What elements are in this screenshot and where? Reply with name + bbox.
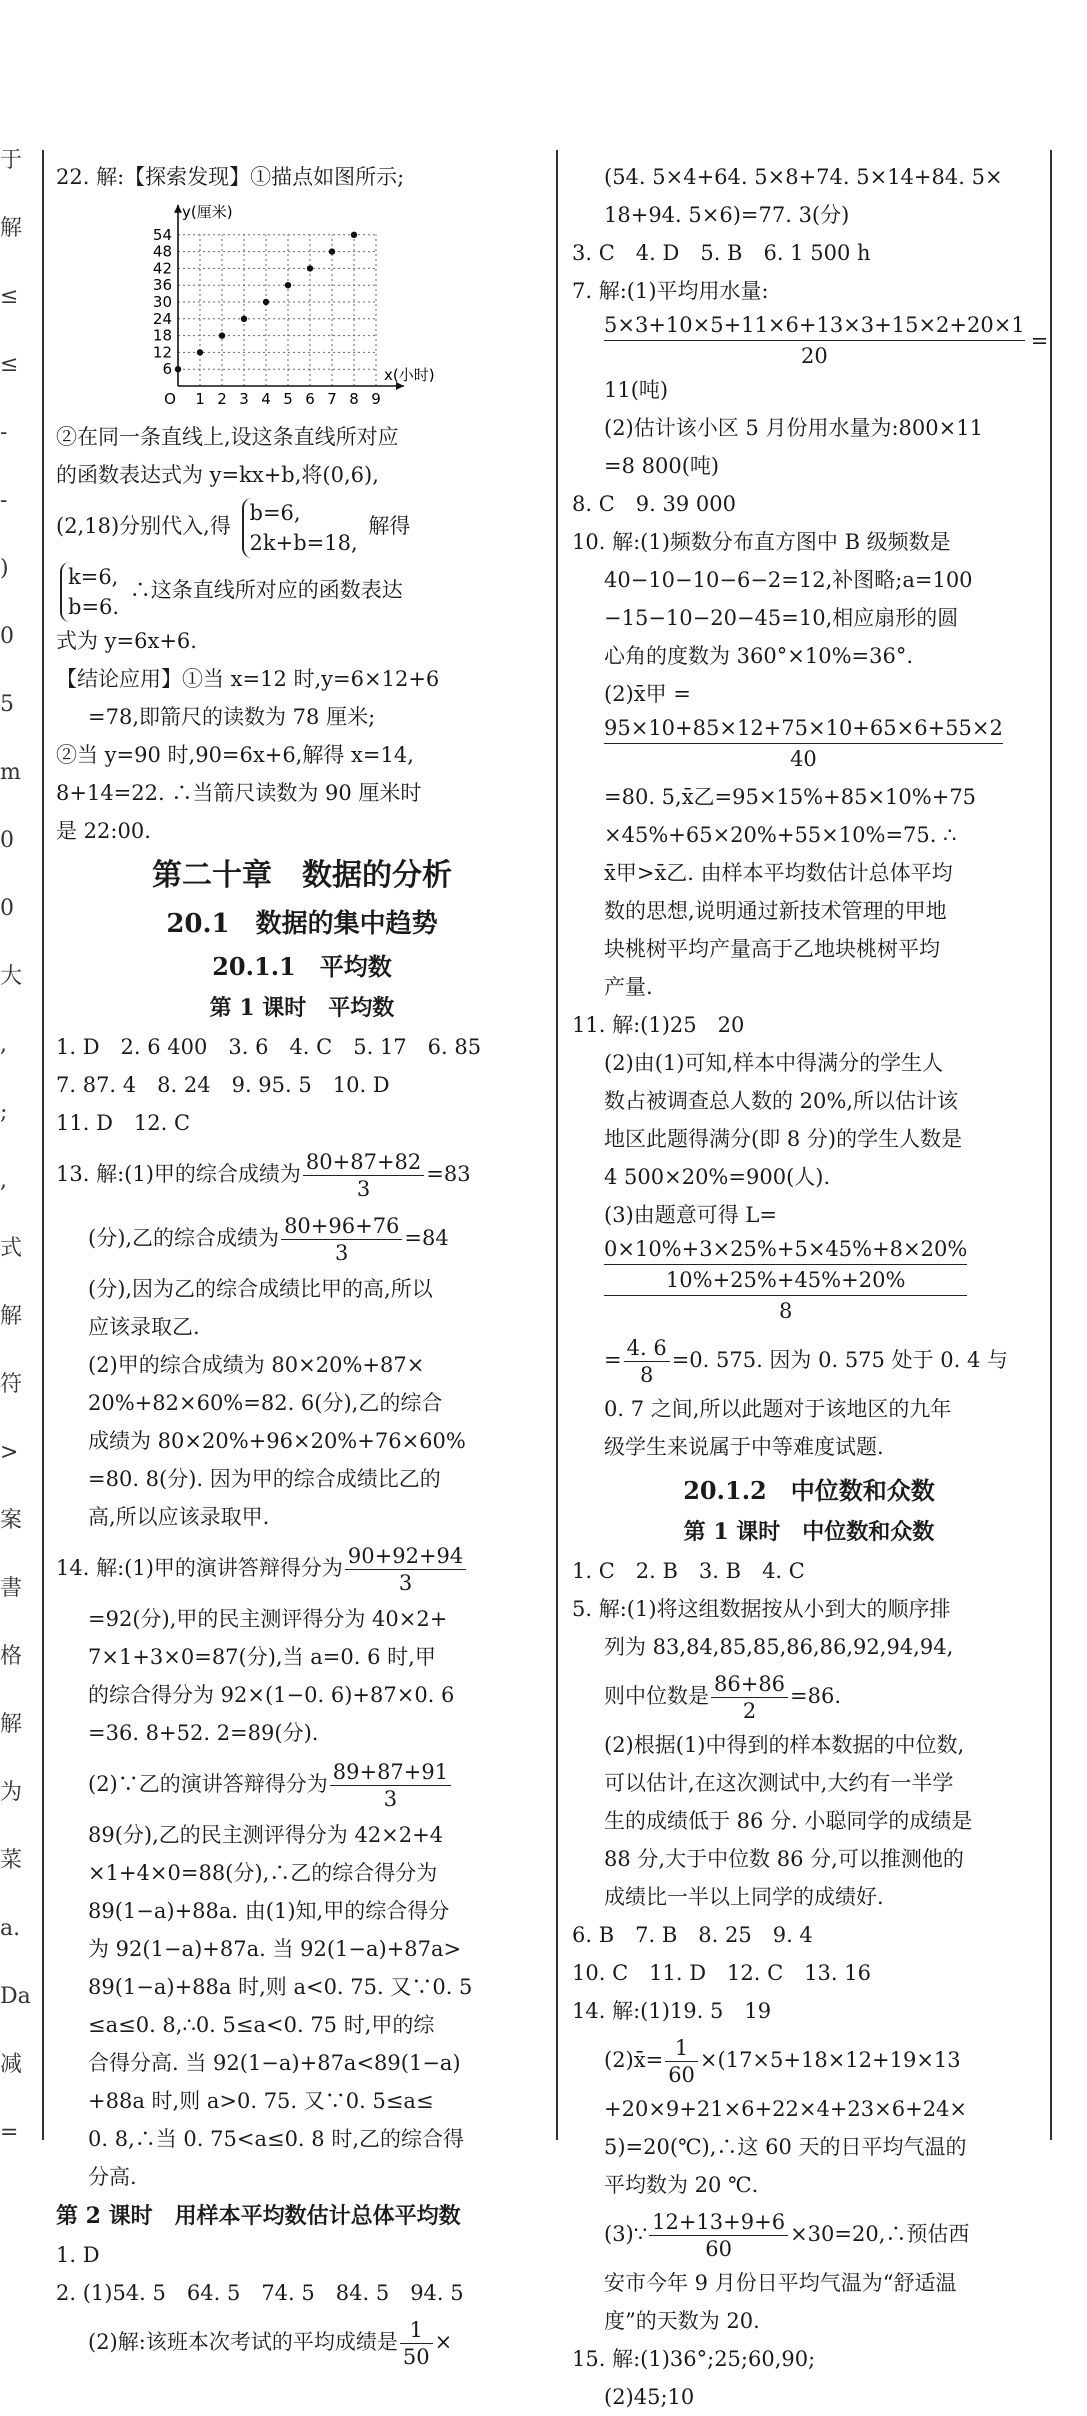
- edge-fragment: 5: [0, 692, 14, 717]
- x-tick-label: 2: [217, 390, 227, 406]
- edge-fragment: ,: [0, 1032, 7, 1057]
- answer-line: 15. 解:(1)36°;25;60,90;: [572, 2347, 816, 2371]
- q22-line: 是 22:00.: [56, 819, 151, 843]
- q22-line: 【结论应用】①当 x=12 时,y=6×12+6: [56, 667, 440, 691]
- x-tick-label: 5: [283, 390, 293, 406]
- answer-line: (54. 5×4+64. 5×8+74. 5×14+84. 5×: [604, 165, 1003, 189]
- q22-line: 式为 y=6x+6.: [56, 629, 197, 653]
- q14-line: 0. 8,∴当 0. 75<a≤0. 8 时,乙的综合得: [88, 2127, 464, 2151]
- edge-fragment: >: [0, 1440, 19, 1465]
- answer-line: x̄甲>x̄乙. 由样本平均数估计总体平均: [604, 861, 953, 885]
- edge-fragment: ≤: [0, 352, 19, 377]
- edge-fragment: ): [0, 556, 9, 581]
- edge-fragment: a.: [0, 1916, 21, 1941]
- edge-fragment: 格: [0, 1644, 23, 1669]
- q14-line: +88a 时,则 a>0. 75. 又∵0. 5≤a≤: [88, 2089, 434, 2113]
- q13-line: =80. 8(分). 因为甲的综合成绩比乙的: [88, 1467, 441, 1491]
- answer-line: ×45%+65×20%+55×10%=75. ∴: [604, 823, 957, 847]
- data-point: [197, 349, 203, 355]
- q14-line: 89(分),乙的民主测评得分为 42×2+4: [88, 1823, 444, 1847]
- answer-line: 4 500×20%=900(人).: [604, 1165, 831, 1189]
- q13-line: 20%+82×60%=82. 6(分),乙的综合: [88, 1391, 443, 1415]
- answer-line: 10. 解:(1)频数分布直方图中 B 级频数是: [572, 530, 951, 554]
- q14-line: 7×1+3×0=87(分),当 a=0. 6 时,甲: [88, 1645, 436, 1669]
- data-point: [285, 282, 291, 288]
- answer-line: (2)根据(1)中得到的样本数据的中位数,: [604, 1733, 965, 1757]
- x-tick-label: 9: [371, 390, 381, 406]
- answer-line: 88 分,大于中位数 86 分,可以推测他的: [604, 1847, 964, 1871]
- answer-line: 8. C 9. 39 000: [572, 492, 736, 516]
- answer-line: 11. 解:(1)25 20: [572, 1013, 745, 1037]
- x-axis-label: x(小时): [384, 366, 435, 384]
- q13-line: 13. 解:(1)甲的综合成绩为 $\frac{80+87+82}{3}$ =83: [56, 1150, 471, 1201]
- answer-line: = $\frac{4. 6}{8}$ =0. 575. 因为 0. 575 处于 0. 4 与: [604, 1336, 1008, 1387]
- x-tick-label: 3: [239, 390, 249, 406]
- lesson-title-2: 第 2 课时 用样本平均数估计总体平均数: [56, 2203, 461, 2229]
- edge-fragment: ;: [0, 1100, 8, 1125]
- edge-fragment: =: [0, 2120, 19, 2145]
- x-tick-label: 6: [305, 390, 315, 406]
- q22-line: 8+14=22. ∴当箭尺读数为 90 厘米时: [56, 781, 422, 805]
- lesson-title: 第 1 课时 平均数: [209, 995, 395, 1021]
- edge-fragment: 解: [0, 1712, 23, 1737]
- edge-fragment: -: [0, 420, 8, 445]
- answer-line: 2. (1)54. 5 64. 5 74. 5 84. 5 94. 5: [56, 2281, 464, 2305]
- q13-line: 高,所以应该录取甲.: [88, 1505, 270, 1529]
- q13-line: 应该录取乙.: [88, 1315, 200, 1339]
- point-plot: [116, 196, 476, 406]
- edge-fragment: 0: [0, 624, 14, 649]
- answer-line: 成绩比一半以上同学的成绩好.: [604, 1885, 884, 1909]
- answer-line: 3. C 4. D 5. B 6. 1 500 h: [572, 241, 871, 265]
- answer-line: 14. 解:(1)19. 5 19: [572, 1999, 772, 2023]
- answer-line: 6. B 7. B 8. 25 9. 4: [572, 1923, 813, 1947]
- y-tick-label: 42: [152, 259, 172, 278]
- answer-line: −15−10−20−45=10,相应扇形的圆: [604, 606, 959, 630]
- answer-line: =8 800(吨): [604, 454, 720, 478]
- subsection-title-2: 20.1.2 中位数和众数: [683, 1476, 935, 1505]
- y-axis-arrow: [174, 205, 182, 213]
- q22-system-line: (2,18)分别代入,得 b=6, 2k+b=18, 解得: [56, 494, 548, 558]
- q22-line: =78,即箭尺的读数为 78 厘米;: [88, 705, 376, 729]
- q14-line: ≤a≤0. 8,∴0. 5≤a<0. 75 时,甲的综: [88, 2013, 435, 2037]
- answer-line: =80. 5,x̄乙=95×15%+85×10%+75: [604, 785, 977, 809]
- right-column: [572, 158, 1049, 2416]
- lesson-title-3: 第 1 课时 中位数和众数: [683, 1519, 935, 1545]
- y-tick-label: 30: [152, 293, 172, 311]
- edge-fragment: ≤: [0, 284, 19, 309]
- edge-fragment: 为: [0, 1780, 23, 1805]
- q13-line: 成绩为 80×20%+96×20%+76×60%: [88, 1429, 466, 1453]
- data-point: [351, 232, 357, 238]
- data-point: [219, 332, 225, 338]
- q13-line: (分),乙的综合成绩为 $\frac{80+96+76}{3}$ =84: [88, 1214, 449, 1265]
- answer-line: 数的思想,说明通过新技术管理的甲地: [604, 899, 947, 923]
- edge-fragment: 解: [0, 216, 23, 241]
- answer-line: 5. 解:(1)将这组数据按从小到大的顺序排: [572, 1597, 951, 1621]
- answer-line: 18+94. 5×6)=77. 3(分): [604, 203, 850, 227]
- edge-fragment: m: [0, 760, 21, 785]
- answer-line: 生的成绩低于 86 分. 小聪同学的成绩是: [604, 1809, 973, 1833]
- y-tick-label: 54: [152, 225, 172, 244]
- answer-line: 11(吨): [604, 378, 669, 402]
- difficulty-complex-fraction: 0×10%+3×25%+5×45%+8×20% 10%+25%+45%+20% 8: [572, 1234, 1046, 1330]
- answer-line: 列为 83,84,85,85,86,86,92,94,94,: [604, 1635, 954, 1659]
- answer-line: (2)解:该班本次考试的平均成绩是 $\frac{1}{50}$ ×: [88, 2318, 453, 2369]
- answer-line: 数占被调查总人数的 20%,所以估计该: [604, 1089, 959, 1113]
- answer-line: (3)∵ $\frac{12+13+9+6}{60}$ ×30=20,∴预估西: [604, 2210, 970, 2261]
- q14-line: 89(1−a)+88a. 由(1)知,甲的综合得分: [88, 1899, 450, 1923]
- y-tick-label: 12: [152, 343, 172, 362]
- edge-fragment: 案: [0, 1508, 23, 1533]
- answer-line: 0. 7 之间,所以此题对于该地区的九年: [604, 1397, 952, 1421]
- data-point: [175, 366, 181, 372]
- column-rule-left: [42, 150, 44, 2140]
- subsection-title: 20.1.1 平均数: [212, 952, 392, 981]
- answer-line: (2)估计该小区 5 月份用水量为:800×11: [604, 416, 983, 440]
- q22-solution-line: k=6, b=6. ∴这条直线所对应的函数表达: [56, 558, 548, 622]
- x-tick-label: 4: [261, 390, 271, 406]
- x-tick-label: 7: [327, 390, 337, 406]
- data-point: [329, 248, 335, 254]
- answer-line: 地区此题得满分(即 8 分)的学生人数是: [604, 1127, 963, 1151]
- answer-line: 则中位数是 $\frac{86+86}{2}$ =86.: [604, 1672, 842, 1723]
- y-axis-label: y(厘米): [182, 202, 233, 221]
- edge-fragment: Da: [0, 1984, 31, 2009]
- answer-line: 11. D 12. C: [56, 1111, 191, 1135]
- x-tick-label: 1: [195, 390, 205, 406]
- q22-line: ②当 y=90 时,90=6x+6,解得 x=14,: [56, 743, 414, 767]
- y-tick-label: 36: [152, 276, 172, 295]
- q14-line: (2)∵乙的演讲答辩得分为 $\frac{89+87+91}{3}$: [56, 1752, 548, 1816]
- answer-line: 5)=20(℃),∴这 60 天的日平均气温的: [604, 2135, 967, 2159]
- answer-line: 10. C 11. D 12. C 13. 16: [572, 1961, 871, 1985]
- edge-fragment: 解: [0, 1304, 23, 1329]
- water-average-fraction: $\frac{5\times 3+10\times 5+11\times 6+13\times 3+15\times 2+20\times 1}{20}$ =: [572, 310, 1046, 371]
- answer-line: 1. C 2. B 3. B 4. C: [572, 1559, 805, 1583]
- q14-line: 14. 解:(1)甲的演讲答辩得分为 $\frac{90+92+94}{3}$: [56, 1536, 548, 1600]
- answer-line: 1. D 2. 6 400 3. 6 4. C 5. 17 6. 85: [56, 1035, 482, 1059]
- left-edge-fragments: [0, 150, 30, 2190]
- edge-fragment: 减: [0, 2052, 23, 2077]
- edge-fragment: 大: [0, 964, 23, 989]
- q14-line: 分高.: [88, 2165, 137, 2189]
- section-title: 20.1 数据的集中趋势: [166, 909, 438, 939]
- point-plot-graph: [116, 196, 548, 418]
- y-tick-label: 48: [152, 242, 172, 261]
- answer-line: 安市今年 9 月份日平均气温为“舒适温: [604, 2271, 957, 2295]
- answer-line: (2)45;10: [604, 2385, 695, 2409]
- answer-line: (2)x̄甲 =: [604, 682, 691, 706]
- answer-line: 块桃树平均产量高于乙地块桃树平均: [604, 937, 940, 961]
- y-tick-label: 18: [152, 326, 172, 345]
- data-point: [241, 316, 247, 322]
- answer-line: 7. 87. 4 8. 24 9. 95. 5 10. D: [56, 1073, 390, 1097]
- answer-line: 心角的度数为 360°×10%=36°.: [604, 644, 914, 668]
- answer-line: 1. D: [56, 2243, 100, 2267]
- left-column: [56, 158, 548, 2372]
- q13-line: (分),因为乙的综合成绩比甲的高,所以: [88, 1277, 433, 1301]
- answer-line: 平均数为 20 ℃.: [604, 2173, 759, 2197]
- q14-line: 89(1−a)+88a 时,则 a<0. 75. 又∵0. 5: [88, 1975, 473, 1999]
- edge-fragment: 書: [0, 1576, 23, 1601]
- edge-fragment: 于: [0, 148, 23, 173]
- edge-fragment: 0: [0, 828, 14, 853]
- q22-line: 的函数表达式为 y=kx+b,将(0,6),: [56, 463, 379, 487]
- answer-line: 40−10−10−6−2=12,补图略;a=100: [604, 568, 973, 592]
- q13-line: (2)甲的综合成绩为 80×20%+87×: [88, 1353, 425, 1377]
- answer-line: 级学生来说属于中等难度试题.: [604, 1435, 884, 1459]
- edge-fragment: ,: [0, 1168, 7, 1193]
- x-tick-label: O: [164, 390, 176, 406]
- answer-line: (2)x̄= $\frac{1}{60}$ ×(17×5+18×12+19×13: [604, 2036, 961, 2087]
- edge-fragment: 0: [0, 896, 14, 921]
- edge-fragment: 式: [0, 1236, 23, 1261]
- answer-line: 7. 解:(1)平均用水量:: [572, 279, 769, 303]
- solution-system: k=6, b=6.: [60, 562, 119, 622]
- q14-line: =36. 8+52. 2=89(分).: [88, 1721, 319, 1745]
- column-rule-middle: [556, 150, 558, 2140]
- edge-fragment: 菜: [0, 1848, 23, 1873]
- edge-fragment: -: [0, 488, 8, 513]
- x-tick-label: 8: [349, 390, 359, 406]
- q14-line: 的综合得分为 92×(1−0. 6)+87×0. 6: [88, 1683, 455, 1707]
- data-point: [263, 299, 269, 305]
- q22-head: 22. 解:【探索发现】①描点如图所示;: [56, 165, 405, 189]
- y-tick-label: 6: [162, 360, 172, 379]
- q14-line: ×1+4×0=88(分),∴乙的综合得分为: [88, 1861, 438, 1885]
- q14-line: 为 92(1−a)+87a. 当 92(1−a)+87a>: [88, 1937, 462, 1961]
- mean-a-fraction: $\frac{95\times 10+85\times 12+75\times 10+65\times 6+55\times 2}{40}$: [572, 713, 1046, 778]
- answer-line: 产量.: [604, 975, 653, 999]
- y-tick-label: 24: [152, 309, 172, 328]
- answer-line: (2)由(1)可知,样本中得满分的学生人: [604, 1051, 944, 1075]
- column-rule-right: [1050, 150, 1052, 2140]
- edge-fragment: 符: [0, 1372, 23, 1397]
- answer-line: +20×9+21×6+22×4+23×6+24×: [604, 2097, 968, 2121]
- q14-line: 合得分高. 当 92(1−a)+87a<89(1−a): [88, 2051, 461, 2075]
- q14-line: =92(分),甲的民主测评得分为 40×2+: [88, 1607, 448, 1631]
- answer-line: (3)由题意可得 L=: [604, 1203, 777, 1227]
- q22-line: ②在同一条直线上,设这条直线所对应: [56, 425, 399, 449]
- answer-line: 可以估计,在这次测试中,大约有一半学: [604, 1771, 954, 1795]
- data-point: [307, 265, 313, 271]
- equation-system: b=6, 2k+b=18,: [242, 498, 358, 558]
- answer-line: 度”的天数为 20.: [604, 2309, 760, 2333]
- chapter-title: 第二十章 数据的分析: [152, 858, 452, 893]
